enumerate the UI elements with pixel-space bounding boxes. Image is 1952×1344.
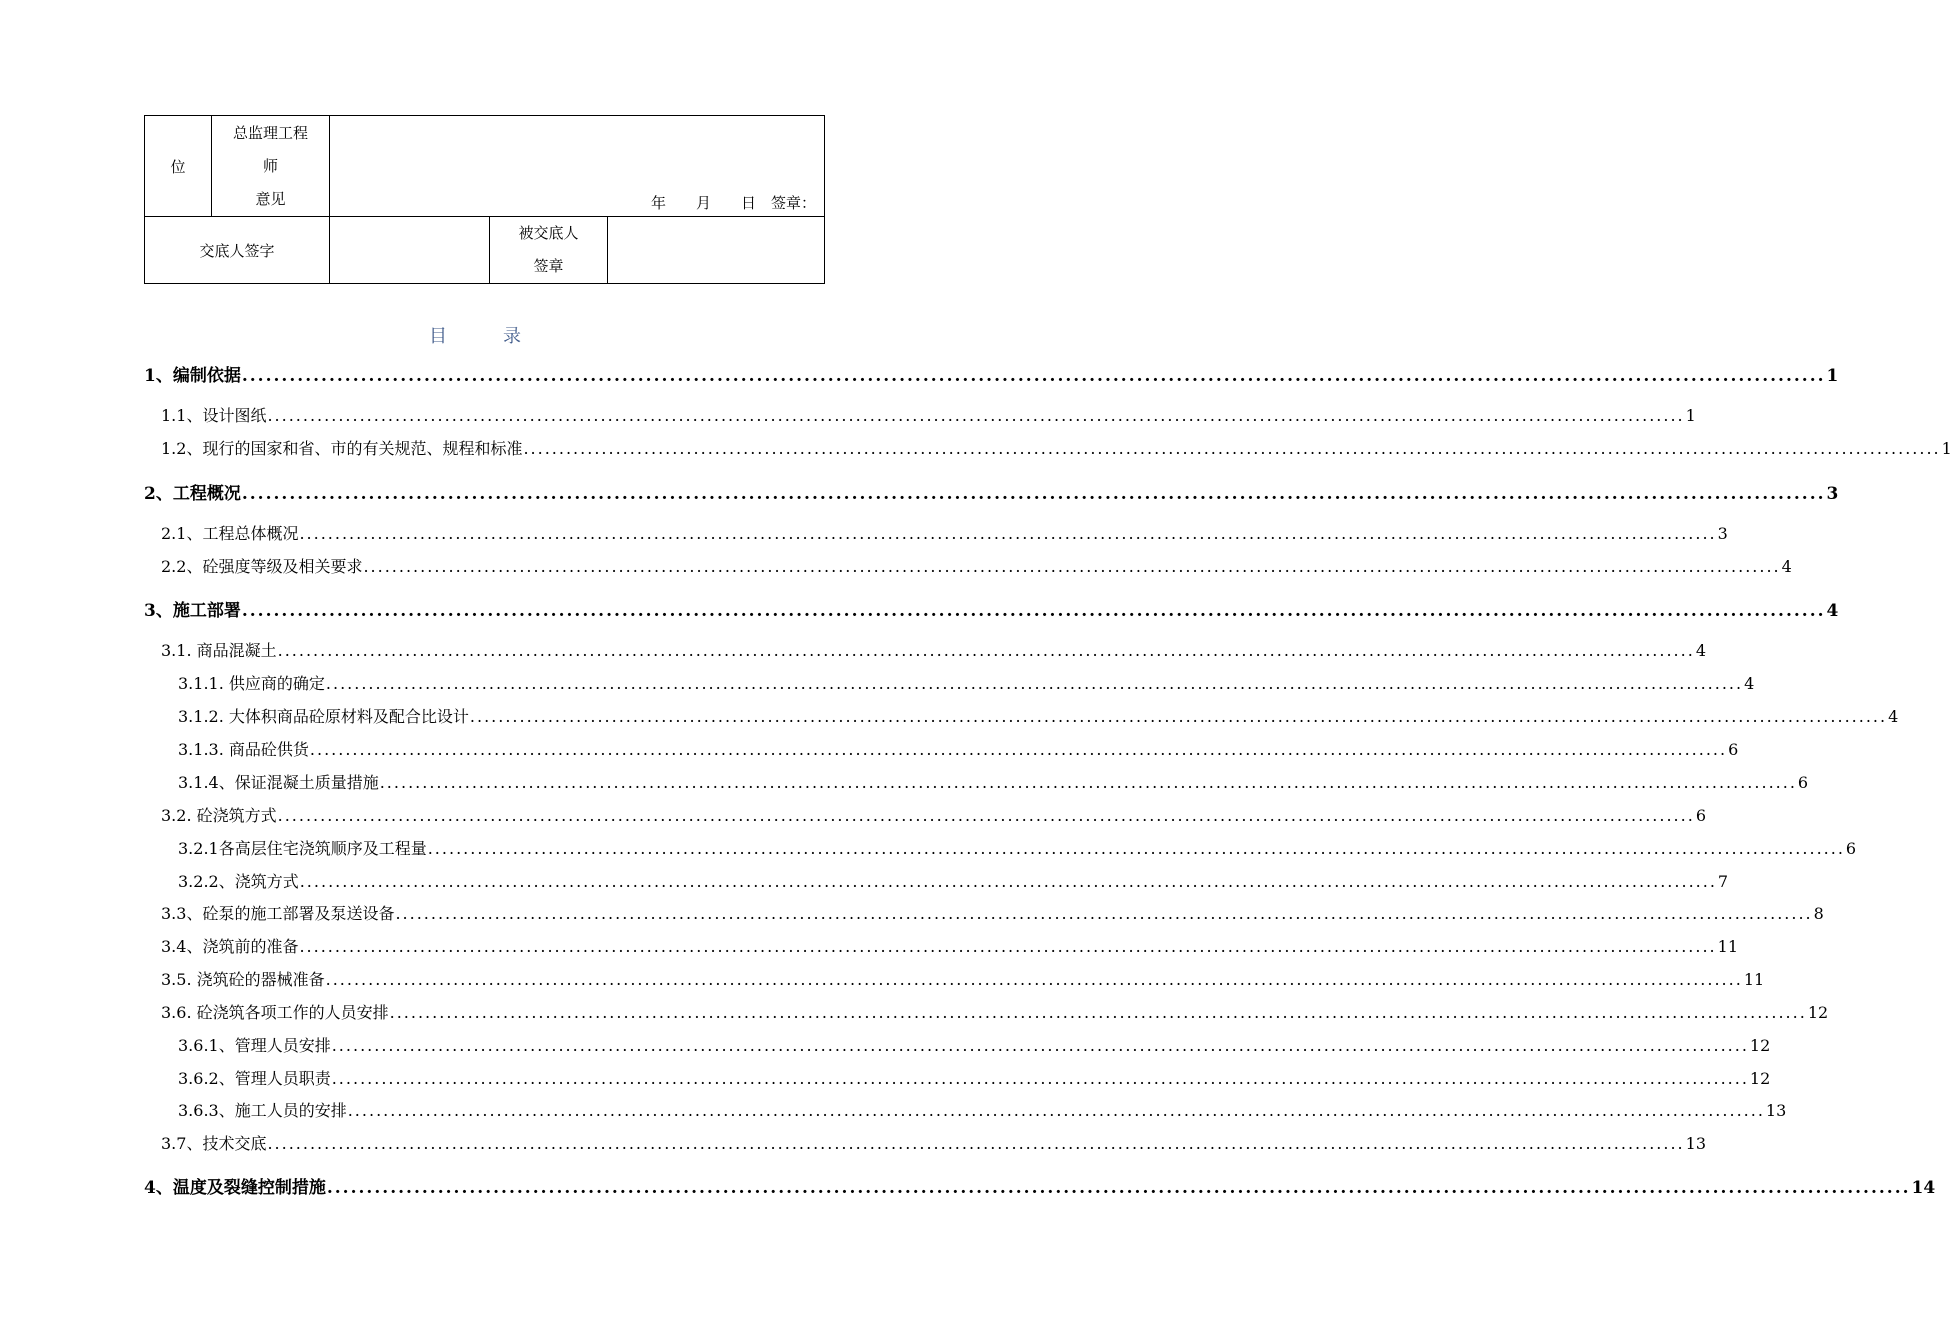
- toc-leader-dots: ........................................................................................................................................................................................................: [325, 674, 1744, 693]
- toc-leader-dots: ........................................................................................................................................................................................................: [241, 366, 1826, 386]
- toc-page-number: 6: [1695, 806, 1706, 825]
- unit-cell: [145, 116, 212, 217]
- opinion-row: [145, 116, 825, 217]
- toc-page-number: 6: [1845, 839, 1857, 858]
- toc-entry-title: 1、编制依据: [144, 366, 241, 386]
- toc-leader-dots: ........................................................................................................................................................................................................: [309, 740, 1728, 759]
- unit-label: 位: [170, 157, 186, 176]
- chief-engineer-opinion-cell: [330, 116, 825, 217]
- toc-entry-title: 3.6.1、管理人员安排: [178, 1036, 331, 1055]
- toc-entry[interactable]: [161, 554, 1792, 577]
- toc-leader-dots: ........................................................................................................................................................................................................: [299, 524, 1717, 543]
- toc-leader-dots: ........................................................................................................................................................................................................: [267, 406, 1685, 425]
- toc-entry[interactable]: [178, 704, 1899, 727]
- toc-entry-title: 3.1.2. 大体积商品砼原材料及配合比设计: [178, 707, 469, 726]
- toc-entry-title: 3.2. 砼浇筑方式: [161, 806, 277, 825]
- toc-entry[interactable]: [178, 1098, 1787, 1121]
- toc-page-number: 4: [1781, 557, 1792, 576]
- toc-entry-title: 2、工程概况: [144, 484, 241, 504]
- toc-entry[interactable]: [178, 836, 1857, 859]
- toc-leader-dots: ........................................................................................................................................................................................................: [395, 904, 1813, 923]
- receiver-label-line-2: 签章: [533, 257, 564, 275]
- toc-leader-dots: ........................................................................................................................................................................................................: [241, 484, 1826, 504]
- toc-entry[interactable]: [161, 1131, 1706, 1154]
- toc-page-number: 11: [1743, 970, 1765, 989]
- toc-title-left: 目: [429, 326, 447, 347]
- date-sign-line: 年 月 日 签章：: [651, 194, 817, 212]
- toc-entry-title: 3.1.1. 供应商的确定: [178, 674, 325, 693]
- toc-entry[interactable]: [144, 361, 1839, 386]
- toc-entry[interactable]: [161, 901, 1824, 924]
- toc-page-number: 4: [1744, 674, 1755, 693]
- toc-page-number: 6: [1797, 773, 1809, 792]
- toc-entry-title: 3.1.3. 商品砼供货: [178, 740, 309, 759]
- toc-entry-title: 3.5. 浇筑砼的器械准备: [161, 970, 325, 989]
- toc-leader-dots: ........................................................................................................................................................................................................: [331, 1069, 1749, 1088]
- toc-leader-dots: ........................................................................................................................................................................................................: [523, 439, 1941, 458]
- toc-entry[interactable]: [144, 479, 1839, 504]
- toc-entry[interactable]: [178, 770, 1809, 793]
- toc-page-number: 3: [1717, 524, 1728, 543]
- toc-leader-dots: ........................................................................................................................................................................................................: [299, 872, 1717, 891]
- signature-table: [144, 115, 825, 284]
- toc-page-number: 11: [1717, 937, 1738, 956]
- toc-page-number: 1: [1941, 439, 1952, 458]
- toc-entry-title: 3.3、砼泵的施工部署及泵送设备: [161, 904, 395, 923]
- toc-page-number: 12: [1749, 1069, 1771, 1088]
- toc-title: [0, 322, 950, 348]
- toc-entry[interactable]: [178, 671, 1755, 694]
- toc-page-number: 4: [1826, 601, 1839, 621]
- toc-page-number: 1: [1826, 366, 1839, 386]
- toc-entry-title: 1.2、现行的国家和省、市的有关规范、规程和标准: [161, 439, 523, 458]
- toc-entry[interactable]: [161, 638, 1706, 661]
- toc-entry[interactable]: [178, 1033, 1771, 1056]
- toc-entry[interactable]: [161, 803, 1706, 826]
- toc-entry[interactable]: [178, 869, 1729, 892]
- receiver-label-cell: [490, 217, 608, 284]
- toc-entry[interactable]: [144, 596, 1839, 621]
- toc-entry-title: 3.6.3、施工人员的安排: [178, 1101, 347, 1120]
- toc-entry[interactable]: [161, 1000, 1829, 1023]
- toc-page-number: 12: [1749, 1036, 1771, 1055]
- toc-leader-dots: ........................................................................................................................................................................................................: [326, 1178, 1911, 1198]
- toc-entry-title: 3.1.4、保证混凝土质量措施: [178, 773, 379, 792]
- toc-leader-dots: ........................................................................................................................................................................................................: [299, 937, 1717, 956]
- toc-page-number: 3: [1826, 484, 1839, 504]
- toc-entry-title: 1.1、设计图纸: [161, 406, 267, 425]
- toc-page-number: 6: [1728, 740, 1739, 759]
- toc-leader-dots: ........................................................................................................................................................................................................: [277, 641, 1695, 660]
- toc-leader-dots: ........................................................................................................................................................................................................: [241, 601, 1826, 621]
- toc-entry[interactable]: [161, 436, 1952, 459]
- toc-entry[interactable]: [144, 1173, 1936, 1198]
- toc-page-number: 4: [1695, 641, 1706, 660]
- toc-entry[interactable]: [178, 1066, 1771, 1089]
- toc-page-number: 7: [1717, 872, 1729, 891]
- chief-engineer-label-line-3: 意见: [255, 189, 286, 208]
- toc-entry-title: 3、施工部署: [144, 601, 241, 621]
- toc-entry-title: 3.4、浇筑前的准备: [161, 937, 299, 956]
- toc-entry-title: 3.2.2、浇筑方式: [178, 872, 299, 891]
- toc-page-number: 4: [1888, 707, 1899, 726]
- toc-page-number: 14: [1911, 1178, 1936, 1198]
- toc-page-number: 8: [1813, 904, 1824, 923]
- toc-leader-dots: ........................................................................................................................................................................................................: [379, 773, 1797, 792]
- toc-entry-title: 3.6.2、管理人员职责: [178, 1069, 331, 1088]
- toc-entry-title: 3.7、技术交底: [161, 1134, 267, 1153]
- toc-leader-dots: ........................................................................................................................................................................................................: [469, 707, 1888, 726]
- toc-entry-title: 2.1、工程总体概况: [161, 524, 299, 543]
- toc-entry[interactable]: [161, 967, 1765, 990]
- toc-entry-title: 3.2.1各高层住宅浇筑顺序及工程量: [178, 839, 427, 858]
- toc-title-right: 录: [503, 326, 521, 347]
- toc-entry-title: 4、温度及裂缝控制措施: [144, 1178, 326, 1198]
- toc-entry[interactable]: [161, 934, 1738, 957]
- toc-leader-dots: ........................................................................................................................................................................................................: [325, 970, 1743, 989]
- toc-entry[interactable]: [161, 521, 1728, 544]
- toc-leader-dots: ........................................................................................................................................................................................................: [267, 1134, 1685, 1153]
- signature-row: [145, 217, 825, 284]
- toc-page-number: 13: [1765, 1101, 1787, 1120]
- handover-signer-signature-cell: [330, 217, 490, 284]
- toc-leader-dots: ........................................................................................................................................................................................................: [427, 839, 1845, 858]
- handover-signer-label-cell: [145, 217, 330, 284]
- toc-leader-dots: ........................................................................................................................................................................................................: [331, 1036, 1749, 1055]
- toc-page-number: 12: [1807, 1003, 1829, 1022]
- toc-entry-title: 3.1. 商品混凝土: [161, 641, 277, 660]
- receiver-label-line-1: 被交底人: [518, 224, 579, 242]
- handover-signer-label: 交底人签字: [199, 241, 275, 260]
- toc-entry[interactable]: [178, 737, 1739, 760]
- toc-entry-title: 3.6. 砼浇筑各项工作的人员安排: [161, 1003, 389, 1022]
- chief-engineer-label-line-1: 总监理工程: [232, 123, 308, 142]
- toc-entry[interactable]: [161, 403, 1696, 426]
- receiver-signature-cell: [608, 217, 825, 284]
- toc-leader-dots: ........................................................................................................................................................................................................: [277, 806, 1695, 825]
- toc-leader-dots: ........................................................................................................................................................................................................: [389, 1003, 1807, 1022]
- toc-leader-dots: ........................................................................................................................................................................................................: [347, 1101, 1765, 1120]
- toc-leader-dots: ........................................................................................................................................................................................................: [363, 557, 1781, 576]
- toc-entry-title: 2.2、砼强度等级及相关要求: [161, 557, 363, 576]
- chief-engineer-label-line-2: 师: [262, 156, 278, 175]
- toc-page-number: 1: [1685, 406, 1696, 425]
- toc-page-number: 13: [1685, 1134, 1706, 1153]
- chief-engineer-label-cell: [212, 116, 330, 217]
